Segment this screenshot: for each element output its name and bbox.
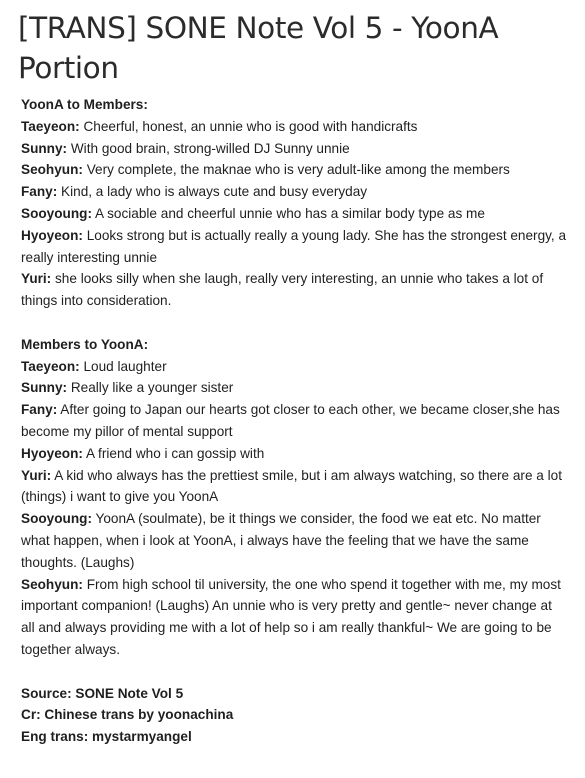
entry-fany bbox=[21, 181, 569, 203]
entry-name: Sooyoung: bbox=[21, 511, 92, 527]
entry-text: YoonA (soulmate), be it things we consider, the food we eat etc. No matter what happen, when i look at YoonA, i always have the feeling that we have the same thoughts. (Laughs) bbox=[21, 511, 541, 570]
entry-name: Hyoyeon: bbox=[21, 227, 83, 243]
entry-fany bbox=[21, 399, 569, 443]
entry-name: Yuri: bbox=[21, 271, 52, 287]
entry-sooyoung bbox=[21, 203, 569, 225]
entry-name: Fany: bbox=[21, 184, 58, 200]
entry-seohyun bbox=[21, 574, 569, 661]
entry-text: Looks strong but is actually really a young lady. She has the strongest energy, a really interesting unnie bbox=[21, 227, 567, 265]
entry-hyoyeon bbox=[21, 443, 569, 465]
section-heading-yoona-to-members: YoonA to Members: bbox=[21, 97, 148, 112]
post-body bbox=[21, 94, 569, 748]
entry-yuri bbox=[21, 268, 569, 312]
entry-name: Yuri: bbox=[21, 467, 52, 483]
entry-name: Taeyeon: bbox=[21, 118, 80, 134]
entry-hyoyeon bbox=[21, 225, 569, 269]
entry-name: Sunny: bbox=[21, 380, 68, 396]
entry-text: Really like a younger sister bbox=[67, 380, 234, 396]
entry-text: After going to Japan our hearts got closer to each other, we became closer,she has become my pillor of mental support bbox=[21, 402, 560, 439]
credit-chinese-trans: Cr: Chinese trans by yoonachina bbox=[21, 707, 234, 723]
entry-text: Kind, a lady who is always cute and busy everyday bbox=[57, 184, 368, 200]
entry-text: Cheerful, honest, an unnie who is good with handicrafts bbox=[79, 118, 418, 134]
entry-sooyoung bbox=[21, 508, 569, 573]
entry-taeyeon bbox=[21, 116, 569, 138]
entry-text: A kid who always has the prettiest smile, but i am always watching, so there are a lot (things) i want to give you YoonA bbox=[21, 467, 562, 505]
entry-text: With good brain, strong-willed DJ Sunny unnie bbox=[67, 140, 350, 156]
entry-sunny bbox=[21, 138, 569, 160]
entry-text: Very complete, the maknae who is very adult-like among the members bbox=[82, 162, 510, 178]
entry-sunny bbox=[21, 377, 569, 399]
entry-name: Hyoyeon: bbox=[21, 445, 83, 461]
entry-text: she looks silly when she laugh, really very interesting, an unnie who takes a lot of things into consideration. bbox=[21, 271, 544, 309]
entry-text: A friend who i can gossip with bbox=[82, 445, 265, 461]
entry-taeyeon bbox=[21, 356, 569, 378]
entry-name: Sunny: bbox=[21, 140, 68, 156]
entry-name: Seohyun: bbox=[21, 162, 83, 178]
entry-name: Taeyeon: bbox=[21, 358, 80, 374]
entry-name: Sooyoung: bbox=[21, 205, 92, 221]
entry-text: Loud laughter bbox=[79, 358, 167, 374]
section-spacer bbox=[21, 661, 569, 683]
section-heading-members-to-yoona: Members to YoonA: bbox=[21, 336, 149, 352]
entry-name: Fany: bbox=[21, 402, 58, 418]
entry-seohyun bbox=[21, 159, 569, 181]
credit-eng-trans: Eng trans: mystarmyangel bbox=[21, 729, 192, 745]
section-spacer bbox=[21, 312, 569, 334]
entry-text: A sociable and cheerful unnie who has a similar body type as me bbox=[91, 205, 485, 221]
entry-name: Seohyun: bbox=[21, 576, 83, 592]
credit-source: Source: SONE Note Vol 5 bbox=[21, 685, 184, 701]
entry-yuri bbox=[21, 465, 569, 509]
entry-text: From high school til university, the one who spend it together with me, my most important companion! (Laughs) An unnie who is very pretty and gentle~ never change at all and always providing me with a lot of help so i am really thankful~ We are going to be together always. bbox=[21, 576, 561, 657]
post-title: [TRANS] SONE Note Vol 5 - YoonA Portion bbox=[18, 11, 499, 85]
